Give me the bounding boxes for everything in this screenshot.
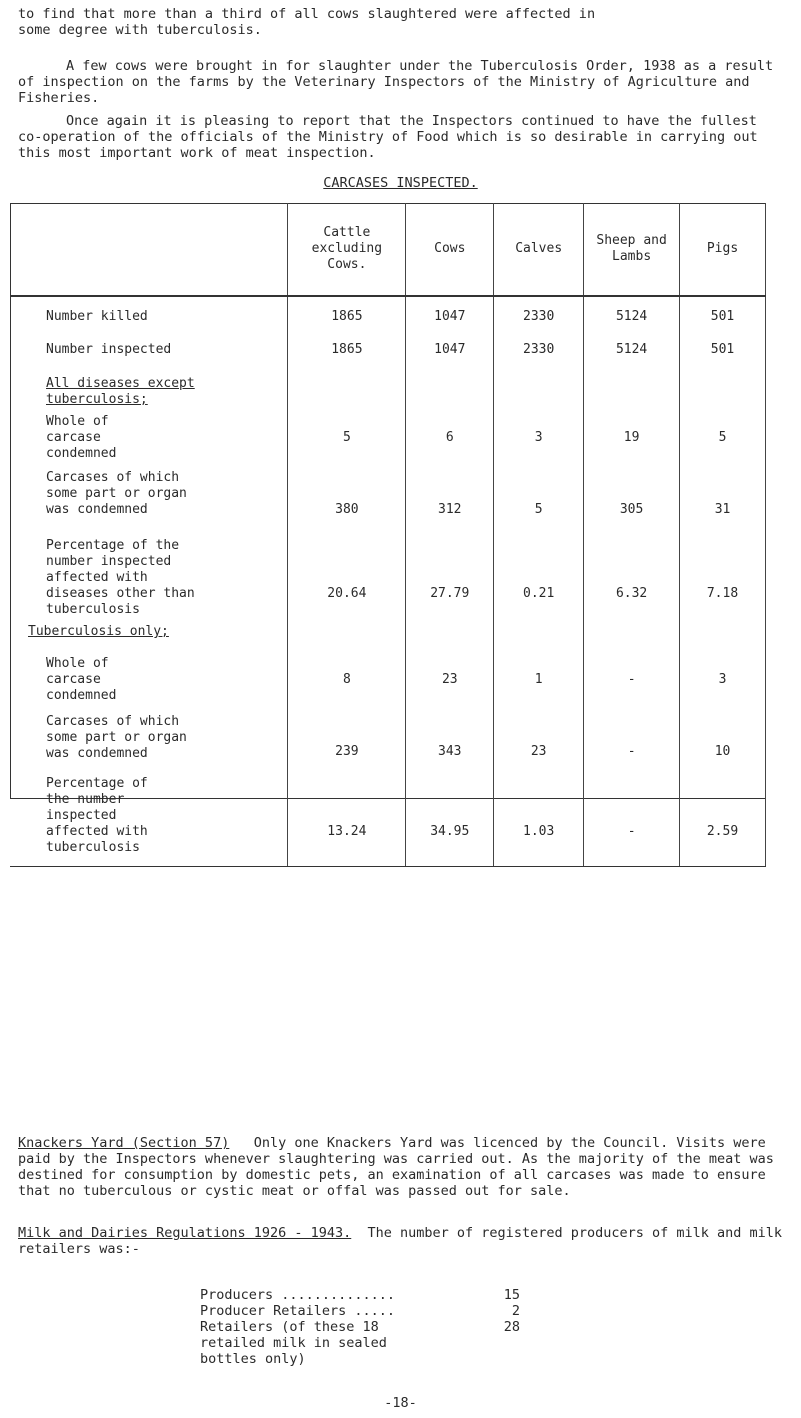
producers-list <box>200 1287 520 1367</box>
header-sheep: Sheep and Lambs <box>584 203 680 296</box>
header-cows: Cows <box>406 203 494 296</box>
intro-line-1: to find that more than a third of all cows slaughtered were affected in <box>18 6 596 22</box>
intro-line-2: some degree with tuberculosis. <box>18 22 262 38</box>
table-row: Tuberculosis only; <box>10 618 766 646</box>
section-title: CARCASES INSPECTED. <box>323 175 478 191</box>
table-row: Percentage of the number inspected affected with tuberculosis 13.24 34.95 1.03 - 2.59 <box>10 768 766 866</box>
knackers-heading: Knackers Yard (Section 57) <box>18 1135 230 1151</box>
table-row: Carcases of which some part or organ was condemned 380 312 5 305 31 <box>10 462 766 528</box>
page-number: -18- <box>384 1395 417 1411</box>
intro-paragraph-2: A few cows were brought in for slaughter under the Tuberculosis Order, 1938 as a result of inspection on the farms by the Veterinary Inspectors of the Ministry of Agriculture and Fisheries. <box>18 58 774 106</box>
milk-text: The number of registered producers of milk and milk retailers was:- <box>18 1225 783 1257</box>
table-row: Carcases of which some part or organ was condemned 239 343 23 - 10 <box>10 704 766 768</box>
header-calves: Calves <box>494 203 584 296</box>
knackers-paragraph <box>18 1135 784 1199</box>
intro-paragraph-3: Once again it is pleasing to report that the Inspectors continued to have the fullest co-operation of the officials of the Ministry of Food which is so desirable in carrying out this most important work of meat inspection. <box>18 113 758 161</box>
list-item: Retailers (of these 18 retailed milk in sealed bottles only) 28 <box>200 1319 520 1367</box>
carcases-table <box>10 203 766 867</box>
table-row: Number inspected 1865 1047 2330 5124 501 <box>10 334 766 364</box>
table-row: Percentage of the number inspected affected with diseases other than tuberculosis 20.64 27.79 0.21 6.32 7.18 <box>10 528 766 618</box>
header-pigs: Pigs <box>680 203 766 296</box>
milk-paragraph <box>18 1225 784 1257</box>
table-header-row <box>10 203 766 296</box>
header-cattle: Cattle excluding Cows. <box>288 203 406 296</box>
table-row: Number killed 1865 1047 2330 5124 501 <box>10 296 766 334</box>
list-item: Producer Retailers ..... 2 <box>200 1303 520 1319</box>
list-item: Producers .............. 15 <box>200 1287 520 1303</box>
table-row: Whole of carcase condemned 5 6 3 19 5 <box>10 408 766 462</box>
table-row: Whole of carcase condemned 8 23 1 - 3 <box>10 646 766 704</box>
knackers-text: Only one Knackers Yard was licenced by the Council. Visits were paid by the Inspectors whenever slaughtering was carried out. As the majority of the meat was destined for consumption by domestic pets, an examination of all carcases was made to ensure that no tuberculous or cystic meat or offal was passed out for sale. <box>18 1135 774 1199</box>
header-blank <box>10 203 288 296</box>
table-row: All diseases except tuberculosis; <box>10 364 766 408</box>
milk-heading: Milk and Dairies Regulations 1926 - 1943. <box>18 1225 352 1241</box>
